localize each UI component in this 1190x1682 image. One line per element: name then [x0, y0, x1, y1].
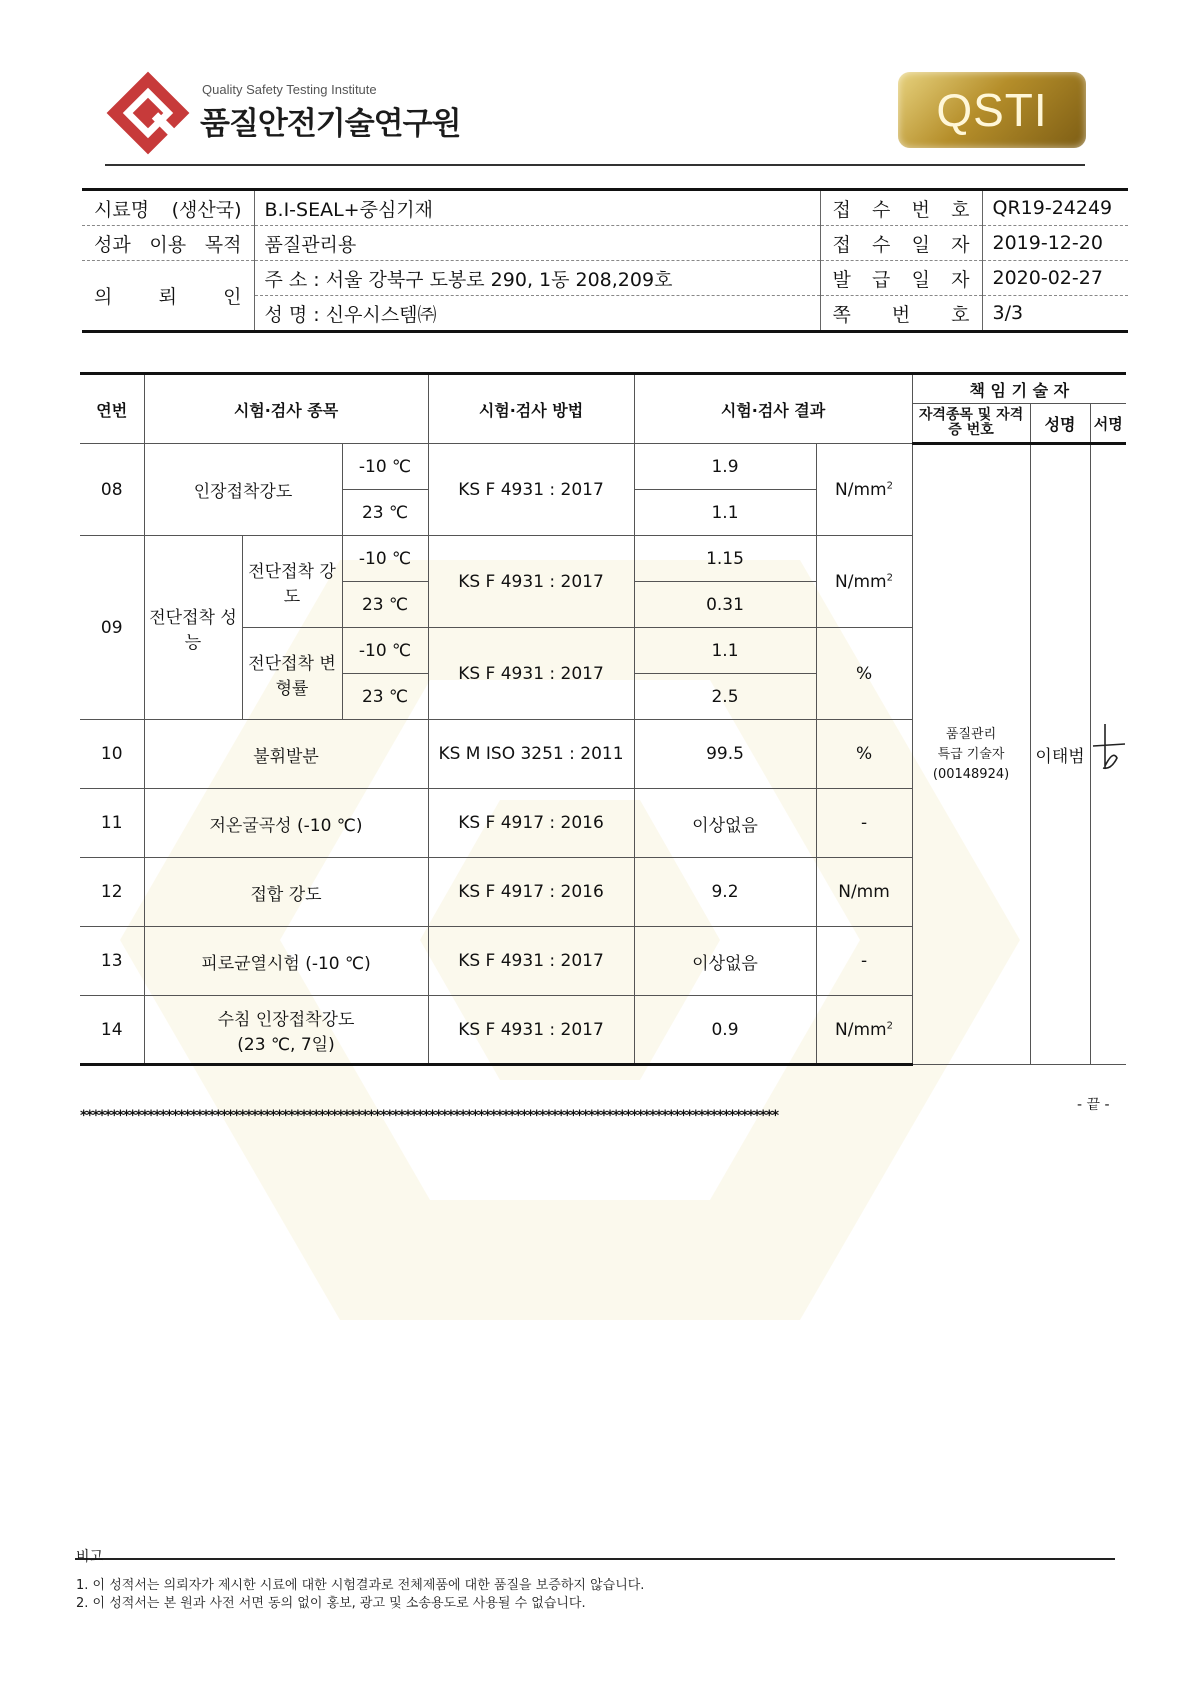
row-no: 12 — [80, 858, 144, 927]
row-unit — [816, 536, 912, 628]
qsti-badge — [898, 72, 1086, 148]
row-no: 14 — [80, 996, 144, 1065]
qualification-line: (00148924) — [932, 766, 1010, 782]
remarks-title: 비고 — [76, 1549, 104, 1565]
header-qualification: 자격종목 및 자격증 번호 — [912, 404, 1030, 444]
table-row — [80, 444, 1126, 490]
footer-divider — [75, 1558, 1115, 1560]
header-item: 시험·검사 종목 — [144, 374, 428, 444]
info-row — [82, 226, 1128, 261]
row-unit: % — [816, 628, 912, 720]
unit-superscript: 2 — [886, 571, 893, 583]
row-method: KS F 4931 : 2017 — [428, 996, 634, 1065]
header-name: 성명 — [1030, 404, 1090, 444]
row-condition: -10 ℃ — [342, 536, 428, 582]
row-unit: % — [816, 720, 912, 789]
signature-cell — [1090, 444, 1126, 1065]
unit-superscript: 2 — [886, 1019, 893, 1031]
row-value: 이상없음 — [634, 927, 816, 996]
header-engineer: 책 임 기 술 자 — [912, 374, 1126, 404]
row-no: 13 — [80, 927, 144, 996]
purpose-value: 품질관리용 — [254, 226, 820, 261]
row-value: 이상없음 — [634, 789, 816, 858]
header-method: 시험·검사 방법 — [428, 374, 634, 444]
row-item: 인장접착강도 — [144, 444, 342, 536]
row-unit: - — [816, 927, 912, 996]
row-condition: 23 ℃ — [342, 582, 428, 628]
institute-logo-icon — [103, 68, 193, 158]
sample-name-label: 시료명 (생산국) — [82, 190, 254, 226]
unit-text: N/mm — [835, 1019, 887, 1040]
client-address: 주 소 : 서울 강북구 도봉로 290, 1동 208,209호 — [254, 261, 820, 296]
receipt-number-label: 접 수 번 호 — [820, 190, 982, 226]
row-method: KS F 4931 : 2017 — [428, 536, 634, 628]
remark-note: 1. 이 성적서는 의뢰자가 제시한 시료에 대한 시험결과로 전체제품에 대한 품질을 보증하지 않습니다. — [76, 1578, 645, 1593]
separator-stars: ****************************************************************************************************************** — [80, 1108, 778, 1124]
row-method: KS F 4917 : 2016 — [428, 858, 634, 927]
row-no: 11 — [80, 789, 144, 858]
row-value: 9.2 — [634, 858, 816, 927]
qsti-badge-text: QSTI — [936, 84, 1048, 136]
row-condition: 23 ℃ — [342, 490, 428, 536]
row-subitem: 전단접착 변형률 — [242, 628, 342, 720]
sample-name-value: B.I-SEAL+중심기재 — [254, 190, 820, 226]
row-item: 불휘발분 — [144, 720, 428, 789]
handwritten-signature-icon — [1091, 722, 1125, 782]
row-condition: -10 ℃ — [342, 628, 428, 674]
header-no: 연번 — [80, 374, 144, 444]
row-unit: N/mm — [816, 858, 912, 927]
test-results-table — [80, 372, 1126, 1066]
row-method: KS F 4917 : 2016 — [428, 789, 634, 858]
row-unit — [816, 996, 912, 1065]
row-item-line: 수침 인장접착강도 — [217, 1009, 355, 1030]
info-row — [82, 190, 1128, 226]
row-item: 피로균열시험 (-10 ℃) — [144, 927, 428, 996]
institute-name-korean: 품질안전기술연구원 — [200, 106, 461, 142]
client-label: 의 뢰 인 — [94, 286, 242, 308]
row-value: 1.15 — [634, 536, 816, 582]
issue-date-label: 발 급 일 자 — [820, 261, 982, 296]
row-value: 1.1 — [634, 490, 816, 536]
row-item: 접합 강도 — [144, 858, 428, 927]
row-unit — [816, 444, 912, 536]
page-number-value: 3/3 — [982, 296, 1128, 332]
row-method: KS F 4931 : 2017 — [428, 444, 634, 536]
receipt-number-value: QR19-24249 — [982, 190, 1128, 226]
end-mark: - 끝 - — [1077, 1097, 1110, 1113]
issue-date-value: 2020-02-27 — [982, 261, 1128, 296]
unit-superscript: 2 — [886, 479, 893, 491]
row-condition: -10 ℃ — [342, 444, 428, 490]
row-no: 10 — [80, 720, 144, 789]
client-name: 성 명 : 신우시스템㈜ — [254, 296, 820, 332]
page-number-label: 쪽 번 호 — [820, 296, 982, 332]
header-signature: 서명 — [1090, 404, 1126, 444]
purpose-label: 성과 이용 목적 — [82, 226, 254, 261]
row-item: 저온굴곡성 (-10 ℃) — [144, 789, 428, 858]
table-header-row — [80, 374, 1126, 404]
institute-name-english: Quality Safety Testing Institute — [202, 82, 377, 97]
row-no: 08 — [80, 444, 144, 536]
unit-text: N/mm — [835, 571, 887, 592]
qualification-line: 품질관리 — [945, 726, 997, 742]
unit-text: N/mm — [835, 479, 887, 500]
sample-info-table — [82, 188, 1128, 333]
header-divider — [105, 164, 1085, 166]
row-subitem: 전단접착 강도 — [242, 536, 342, 628]
row-unit: - — [816, 789, 912, 858]
info-row — [82, 261, 1128, 296]
row-item — [144, 996, 428, 1065]
receipt-date-value: 2019-12-20 — [982, 226, 1128, 261]
row-value: 1.1 — [634, 628, 816, 674]
header-result: 시험·검사 결과 — [634, 374, 912, 444]
row-item-line: (23 ℃, 7일) — [237, 1034, 335, 1055]
engineer-qualification — [912, 444, 1030, 1065]
receipt-date-label: 접 수 일 자 — [820, 226, 982, 261]
row-value: 0.31 — [634, 582, 816, 628]
remark-note: 2. 이 성적서는 본 원과 사전 서면 동의 없이 홍보, 광고 및 소송용도로 사용될 수 없습니다. — [76, 1596, 586, 1611]
row-item: 전단접착 성능 — [144, 536, 242, 720]
row-value: 0.9 — [634, 996, 816, 1065]
row-no: 09 — [80, 536, 144, 720]
engineer-name: 이태범 — [1030, 444, 1090, 1065]
row-method: KS M ISO 3251 : 2011 — [428, 720, 634, 789]
row-value: 1.9 — [634, 444, 816, 490]
row-method: KS F 4931 : 2017 — [428, 628, 634, 720]
row-condition: 23 ℃ — [342, 674, 428, 720]
row-value: 2.5 — [634, 674, 816, 720]
row-method: KS F 4931 : 2017 — [428, 927, 634, 996]
row-value: 99.5 — [634, 720, 816, 789]
qualification-line: 특급 기술자 — [937, 746, 1005, 762]
